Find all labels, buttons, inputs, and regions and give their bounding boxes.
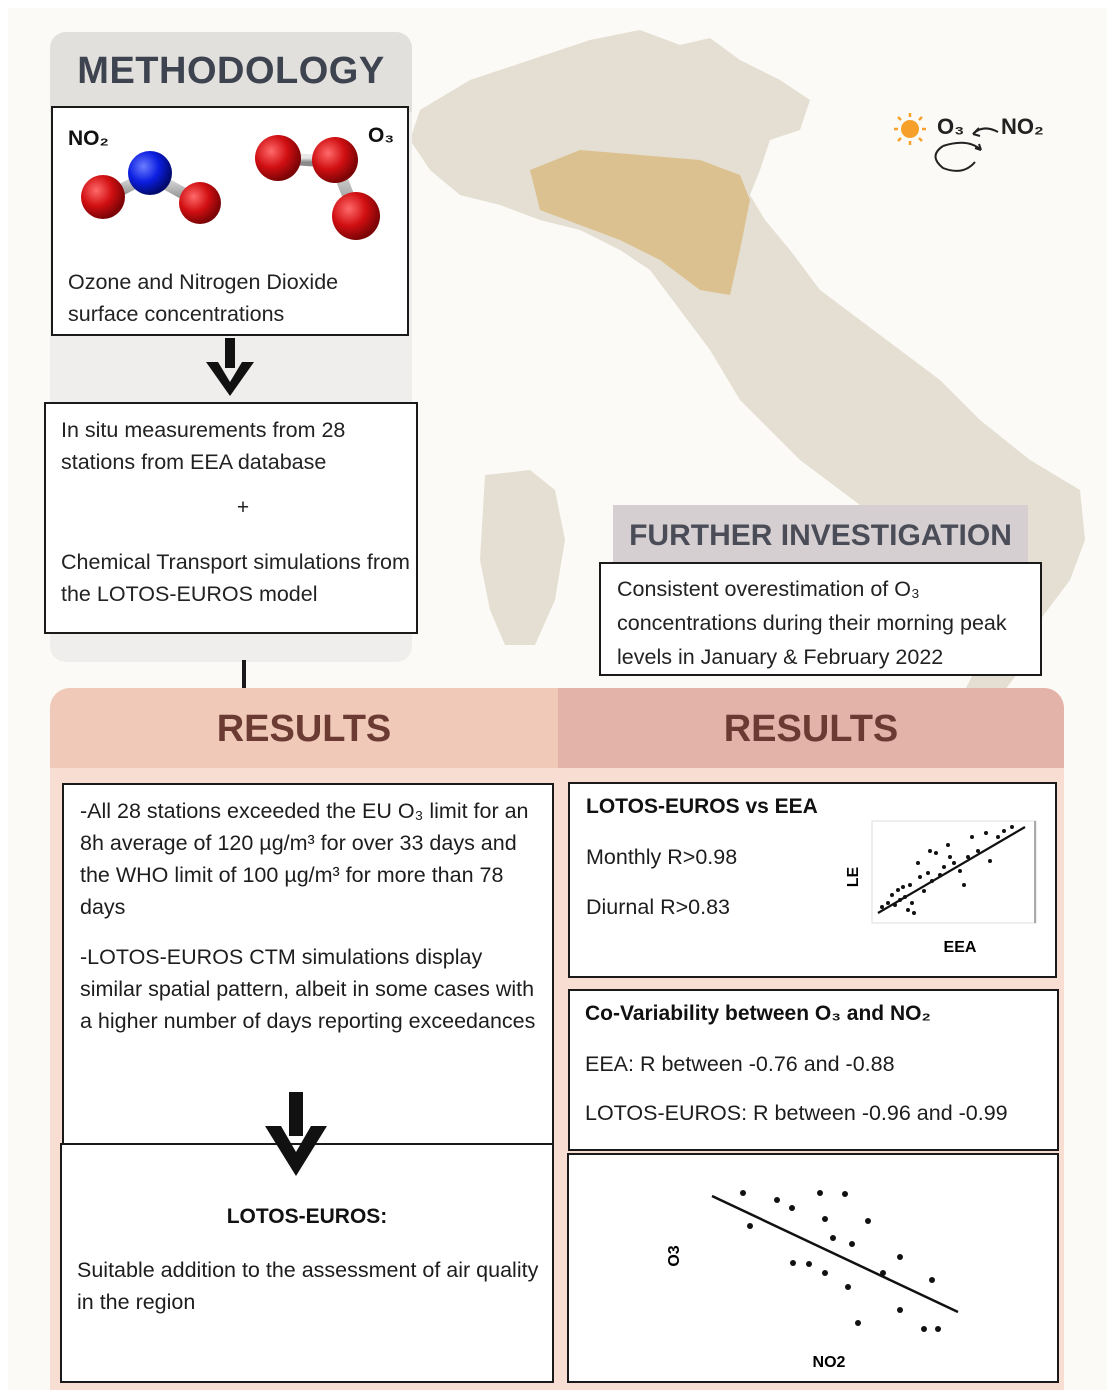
- plus-sign: +: [236, 496, 250, 519]
- scatter1-xlabel: EEA: [943, 939, 977, 956]
- no2-molecule-image: [75, 145, 230, 240]
- ctm-simulations-text: Chemical Transport simulations from the LOTOS-EUROS model: [61, 550, 410, 606]
- lotos-correlation-range: LOTOS-EUROS: R between -0.96 and -0.99: [585, 1101, 1008, 1125]
- scatter2-xlabel: NO2: [812, 1354, 846, 1371]
- eea-correlation-range: EEA: R between -0.76 and -0.88: [585, 1052, 895, 1076]
- cycle-arrows-icon: [923, 126, 1013, 176]
- exceedance-results-text: -All 28 stations exceeded the EU O₃ limit for an 8h average of 120 µg/m³ for over 33 days and the WHO limit of 100 µg/m³ for more than 78 days: [80, 799, 529, 919]
- co-variability-title: Co-Variability between O₃ and NO₂: [585, 1002, 931, 1025]
- sardinia-island: [480, 470, 565, 645]
- results-left-header: [50, 688, 558, 768]
- results-right-header: [558, 688, 1064, 768]
- results-right-title: RESULTS: [723, 708, 899, 750]
- no2-label: NO₂: [68, 127, 109, 150]
- o3-label: O₃: [368, 124, 395, 147]
- scatter2-ylabel: O3: [666, 1245, 683, 1267]
- connector-line: [242, 660, 246, 690]
- further-investigation-header: [613, 505, 1028, 563]
- methodology-title: METHODOLOGY: [77, 50, 385, 92]
- sun-icon: [893, 112, 927, 146]
- o3-no2-cycle-diagram: [893, 108, 1053, 178]
- cycle-o3-label: O₃: [937, 114, 965, 139]
- conclusion-title: LOTOS-EUROS:: [226, 1205, 388, 1228]
- monthly-correlation: Monthly R>0.98: [586, 845, 738, 869]
- spatial-pattern-text: -LOTOS-EUROS CTM simulations display similar spatial pattern, albeit in some cases with a higher number of days reporting exceedances: [80, 945, 536, 1033]
- le-vs-eea-scatter-plot: [840, 815, 1045, 965]
- further-investigation-text: Consistent overestimation of O₃ concentrations during their morning peak levels in January & February 2022: [617, 577, 1007, 669]
- arrow-down-icon: [206, 338, 254, 398]
- in-situ-measurements-text: In situ measurements from 28 stations from EEA database: [61, 418, 346, 474]
- conclusion-text: Suitable addition to the assessment of air quality in the region: [77, 1258, 539, 1314]
- cycle-no2-label: NO₂: [1001, 114, 1044, 139]
- diurnal-correlation: Diurnal R>0.83: [586, 895, 731, 919]
- results-left-title: RESULTS: [216, 708, 392, 750]
- o3-vs-no2-scatter-plot: [655, 1160, 975, 1375]
- o3-molecule-image: [250, 130, 390, 245]
- model-comparison-title: LOTOS-EUROS vs EEA: [586, 795, 818, 818]
- further-investigation-title: FURTHER INVESTIGATION: [629, 519, 1012, 552]
- methodology-description: Ozone and Nitrogen Dioxide surface concentrations: [68, 270, 339, 326]
- methodology-header: [50, 32, 412, 112]
- arrow-down-icon: [265, 1092, 327, 1178]
- scatter1-ylabel: LE: [845, 866, 862, 888]
